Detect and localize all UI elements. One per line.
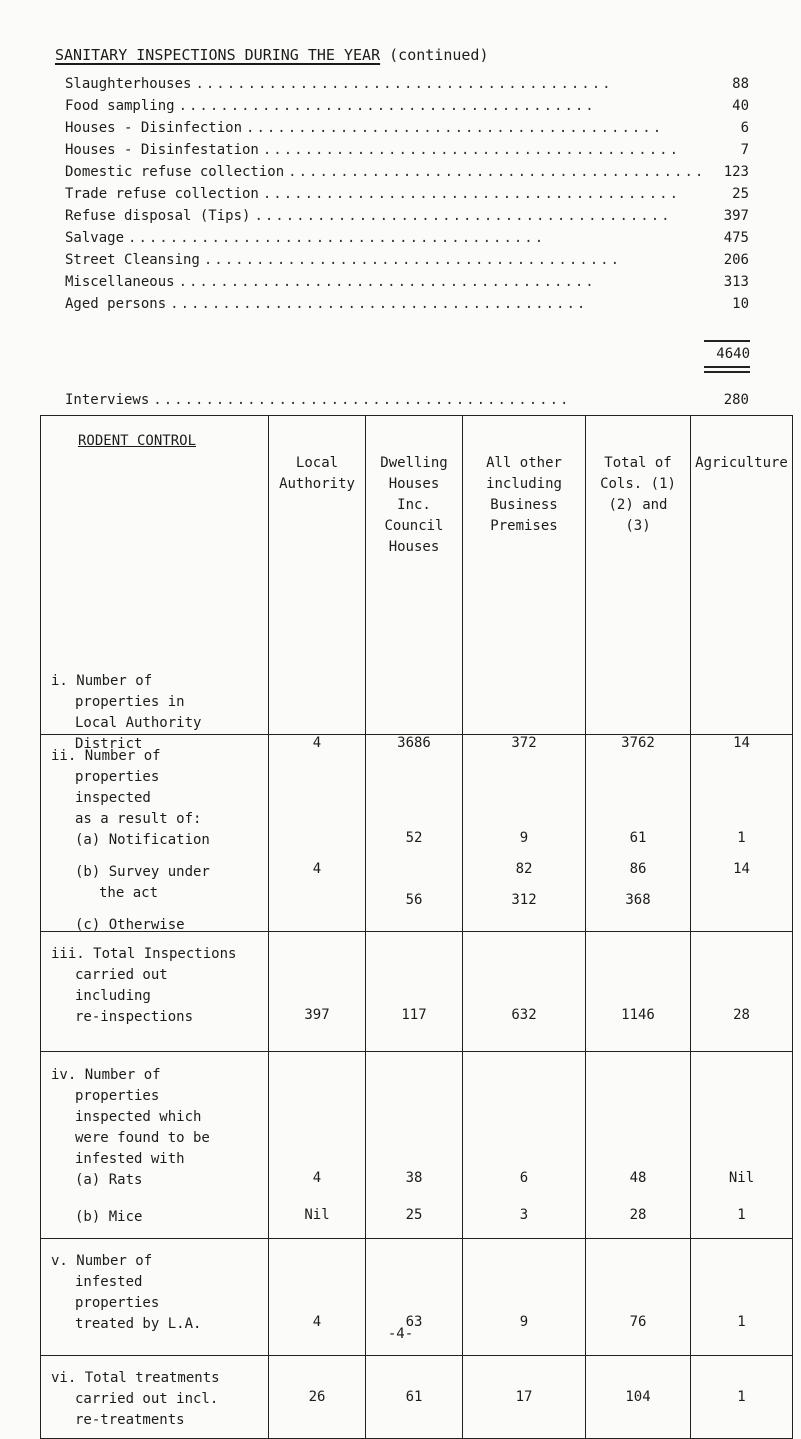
table-cell: 312 (511, 892, 537, 908)
table-header-row (41, 416, 793, 735)
table-cell: 28 (733, 1007, 750, 1023)
table-cell: 4 (312, 1170, 322, 1186)
col-header-all-other: All other including Business Premises (486, 455, 562, 534)
list-item: Slaughterhouses ........................................ 88 (65, 76, 749, 92)
inspections-total: 4640 (716, 346, 750, 362)
heading-title: SANITARY INSPECTIONS DURING THE YEAR (55, 46, 381, 64)
table-cell: 4 (312, 861, 322, 877)
table-cell: 76 (629, 1314, 647, 1330)
list-item: Salvage ........................................ 475 (65, 230, 749, 246)
table-cell: 4 (312, 735, 322, 751)
table-cell: 397 (304, 1007, 330, 1023)
table-cell: 3686 (397, 735, 431, 751)
col-header-total: Total of Cols. (1) (2) and (3) (600, 455, 676, 534)
table-cell: 1 (737, 1389, 746, 1405)
list-item: Houses - Disinfection ........................................ 6 (65, 120, 749, 136)
interviews-row: Interviews ........................................ 280 (65, 392, 749, 408)
interviews-label: Interviews (65, 392, 150, 408)
table-cell: 6 (519, 1170, 529, 1186)
inspection-list (65, 70, 749, 312)
table-cell: 25 (405, 1207, 423, 1223)
table-cell: 117 (401, 1007, 427, 1023)
row-label-i: i. Number of properties in Local Authority District (51, 673, 202, 752)
table-cell: 26 (308, 1389, 326, 1405)
table-cell: 4 (312, 1314, 322, 1330)
table-cell: 63 (405, 1314, 423, 1330)
col-header-dwelling-houses: Dwelling Houses Inc. Council Houses (380, 455, 448, 555)
table-cell: 368 (625, 892, 651, 908)
list-item: Street Cleansing ........................................ 206 (65, 252, 749, 268)
page-heading (55, 46, 488, 64)
list-item: Trade refuse collection ........................................ 25 (65, 186, 749, 202)
table-row-vi: vi. Total treatments carried out incl. re-treatments 26 61 17 104 1 (41, 1356, 793, 1439)
table-cell: 1146 (621, 1007, 655, 1023)
list-item: Houses - Disinfestation ........................................ 7 (65, 142, 749, 158)
list-item: Miscellaneous ........................................ 313 (65, 274, 749, 290)
col-header-local-authority: Local Authority (279, 455, 355, 492)
table-cell: 1 (737, 1207, 746, 1223)
table-cell: 52 (405, 830, 423, 846)
list-item: Food sampling ........................................ 40 (65, 98, 749, 114)
table-row-v: v. Number of infested properties treated by L.A. 4 63 9 76 1 (41, 1239, 793, 1356)
table-title: RODENT CONTROL (78, 433, 197, 449)
page-number: -4- (387, 1326, 414, 1342)
table-row-iii: iii. Total Inspections carried out including re-inspections 397 117 632 1146 28 (41, 932, 793, 1052)
table-cell: 9 (519, 830, 529, 846)
table-cell: 372 (511, 735, 537, 751)
table-cell: 86 (629, 861, 647, 877)
col-header-agriculture: Agriculture (695, 455, 788, 471)
list-item: Refuse disposal (Tips) ........................................ 397 (65, 208, 749, 224)
table-cell: 17 (515, 1389, 533, 1405)
table-row-ii: ii. Number of properties inspected as a result of: (a) Notification (b) Survey under the act (c) Otherwise 4 52 56 9 82 312 61 86 368 1 14 (41, 735, 793, 932)
table-cell: 9 (519, 1314, 529, 1330)
table-cell: Nil (304, 1207, 330, 1223)
table-cell: Nil (728, 1170, 755, 1186)
table-cell: 1 (737, 1314, 746, 1330)
heading-suffix: (continued) (380, 46, 489, 64)
table-cell: 104 (625, 1389, 651, 1405)
table-cell: 14 (733, 735, 750, 751)
list-item: Aged persons ........................................ 10 (65, 296, 749, 312)
table-cell: 61 (405, 1389, 423, 1405)
table-cell: 61 (629, 830, 647, 846)
table-cell: 28 (629, 1207, 647, 1223)
total-double-rule (704, 366, 750, 373)
table-cell: 38 (405, 1170, 423, 1186)
table-cell: 3 (519, 1207, 529, 1223)
table-cell: 48 (629, 1170, 647, 1186)
table-cell: 82 (515, 861, 533, 877)
table-cell: 1 (737, 830, 746, 846)
table-row-iv: iv. Number of properties inspected which were found to be infested with (a) Rats (b) Mice 4 Nil 38 25 6 3 48 28 Nil 1 (41, 1052, 793, 1239)
table-cell: 14 (733, 861, 750, 877)
table-cell: 3762 (621, 735, 655, 751)
table-cell: 632 (511, 1007, 537, 1023)
list-item: Domestic refuse collection ........................................ 123 (65, 164, 749, 180)
rodent-control-table (40, 415, 793, 1439)
interviews-value: 280 (723, 392, 749, 408)
table-cell: 56 (405, 892, 423, 908)
total-rule (704, 340, 750, 342)
